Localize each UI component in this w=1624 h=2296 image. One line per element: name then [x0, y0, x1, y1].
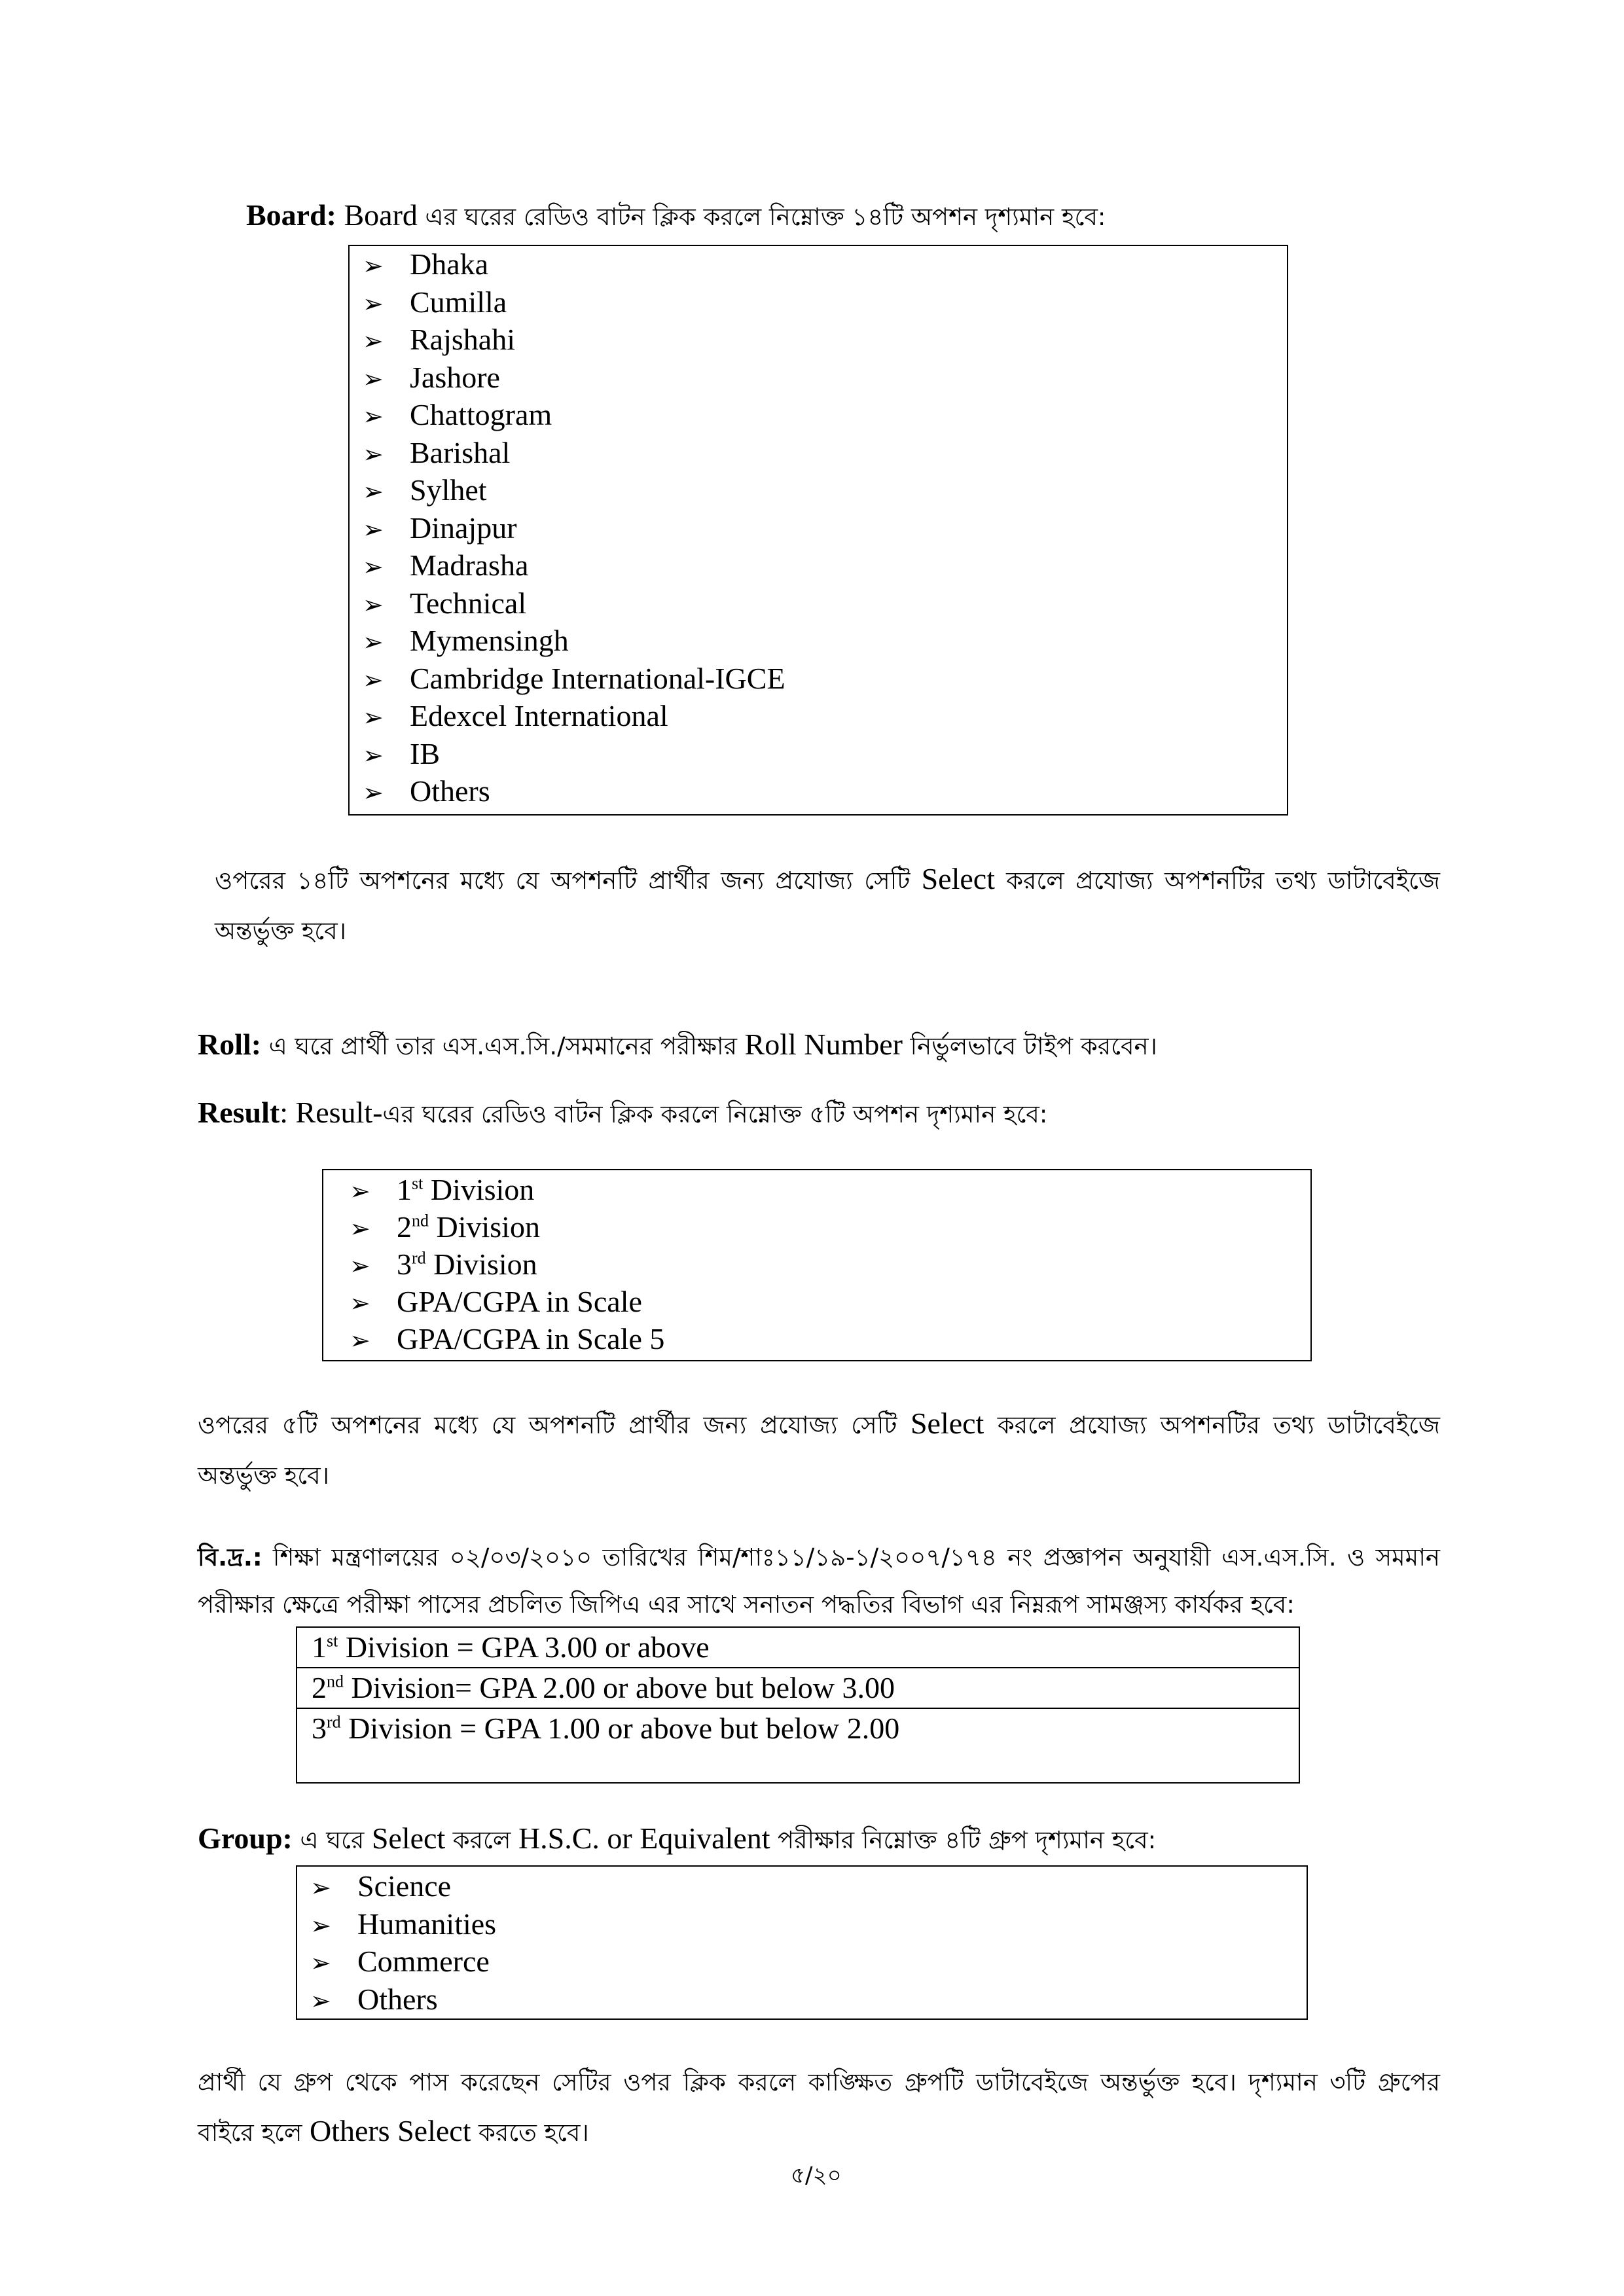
- arrow-bullet-icon: ➢: [363, 251, 384, 280]
- arrow-bullet-icon: ➢: [310, 1873, 331, 1902]
- arrow-bullet-icon: ➢: [350, 1177, 370, 1206]
- result-option-suffix: Division: [425, 1247, 537, 1281]
- list-item-label: Sylhet: [410, 473, 487, 507]
- board-note-part3: অন্তর্ভুক্ত হবে।: [215, 917, 346, 945]
- table-cell-division: 1: [312, 1630, 327, 1664]
- board-note-part2: করলে প্রযোজ্য অপশনটির তথ্য ডাটাবেইজে: [1006, 867, 1440, 895]
- group-label: Group:: [198, 1821, 293, 1855]
- list-item: [363, 284, 507, 322]
- board-intro-latin: Board: [344, 198, 418, 232]
- arrow-bullet-icon: ➢: [363, 628, 384, 656]
- arrow-bullet-icon: ➢: [363, 289, 384, 318]
- list-item: [363, 510, 517, 548]
- arrow-bullet-icon: ➢: [363, 665, 384, 694]
- result-option-main: 3: [397, 1247, 412, 1281]
- group-intro-latin2: H.S.C. or Equivalent: [518, 1821, 770, 1855]
- arrow-bullet-icon: ➢: [350, 1326, 370, 1355]
- list-item: [363, 698, 668, 736]
- group-intro-latin: Select: [371, 1821, 446, 1855]
- list-item-label: Cumilla: [410, 285, 507, 319]
- list-item: [363, 660, 785, 698]
- roll-text-part1: এ ঘরে প্রার্থী তার এস.এস.সি./সমমানের পরীক্ষার: [268, 1032, 738, 1060]
- result-note-part2: করলে প্রযোজ্য অপশনটির তথ্য ডাটাবেইজে: [997, 1411, 1441, 1439]
- table-cell-ordinal: rd: [327, 1712, 341, 1732]
- group-note-line2-bn: বাইরে হলে: [198, 2119, 302, 2147]
- board-note-part1: ওপরের ১৪টি অপশনের মধ্যে যে অপশনটি প্রার্থীর জন্য প্রযোজ্য সেটি: [215, 867, 911, 895]
- arrow-bullet-icon: ➢: [310, 1986, 331, 2015]
- list-item-label: Mymensingh: [410, 624, 569, 657]
- group-note-line2-bn2: করতে হবে।: [478, 2119, 589, 2147]
- table-row: [297, 1628, 1299, 1668]
- result-option: [350, 1246, 537, 1284]
- table-cell-division: 3: [312, 1712, 327, 1745]
- list-item-label: Jashore: [410, 360, 500, 394]
- result-intro-latin: : Result-: [280, 1096, 383, 1129]
- arrow-bullet-icon: ➢: [310, 1948, 331, 1977]
- result-option: [350, 1172, 534, 1210]
- result-option-label: [397, 1283, 642, 1320]
- list-item-label: Rajshahi: [410, 323, 515, 356]
- result-option: [350, 1283, 642, 1321]
- board-note: [215, 855, 1440, 956]
- list-item-label: Others: [410, 774, 490, 808]
- board-intro-bn: এর ঘরের রেডিও বাটন ক্লিক করলে নিম্নোক্ত ১৪টি অপশন দৃশ্যমান হবে:: [425, 203, 1106, 231]
- list-item: [363, 359, 500, 397]
- arrow-bullet-icon: ➢: [363, 740, 384, 770]
- equivalence-note: [198, 1532, 1440, 1626]
- table-cell-ordinal: nd: [327, 1672, 344, 1691]
- arrow-bullet-icon: ➢: [363, 552, 384, 581]
- arrow-bullet-icon: ➢: [363, 703, 384, 732]
- list-item-label: Science: [357, 1869, 452, 1903]
- table-cell-equivalence: Division = GPA 1.00 or above but below 2.00: [340, 1712, 900, 1745]
- result-options-box: [322, 1169, 1312, 1361]
- group-options-box: [296, 1865, 1308, 2020]
- group-note-line1: প্রার্থী যে গ্রুপ থেকে পাস করেছেন সেটির ওপর ক্লিক করলে কাঙ্ক্ষিত গ্রুপটি ডাটাবেইজে অন্তর্ভুক্ত হবে। দৃশ্যমান ৩টি গ্রুপের: [198, 2068, 1440, 2096]
- result-option-ordinal: st: [412, 1174, 424, 1193]
- result-option-label: [397, 1321, 664, 1357]
- result-option-main: 2: [397, 1210, 412, 1244]
- group-heading-line: [198, 1820, 1156, 1859]
- list-item: [310, 1981, 438, 2019]
- page-number: ৫/২০: [791, 2162, 842, 2189]
- result-label: Result: [198, 1096, 280, 1129]
- list-item-label: Commerce: [357, 1945, 490, 1978]
- table-cell-equivalence: Division = GPA 3.00 or above: [338, 1630, 710, 1664]
- note-label: বি.দ্র.:: [198, 1543, 262, 1571]
- result-intro-bn: এর ঘরের রেডিও বাটন ক্লিক করলে নিম্নোক্ত ৫টি অপশন দৃশ্যমান হবে:: [382, 1100, 1048, 1128]
- arrow-bullet-icon: ➢: [363, 590, 384, 619]
- table-row: [297, 1709, 1299, 1782]
- result-note-part3: অন্তর্ভুক্ত হবে।: [198, 1462, 329, 1490]
- result-option: [350, 1321, 664, 1359]
- list-item-label: Edexcel International: [410, 699, 668, 732]
- group-intro-bn3: পরীক্ষার নিম্নোক্ত ৪টি গ্রুপ দৃশ্যমান হবে:: [778, 1826, 1157, 1854]
- result-option-ordinal: rd: [412, 1248, 426, 1268]
- list-item-label: Technical: [410, 586, 527, 620]
- result-option-label: [397, 1172, 534, 1208]
- list-item: [310, 1868, 451, 1906]
- board-label: Board:: [246, 198, 336, 232]
- list-item: [363, 773, 490, 811]
- note-line2: পরীক্ষার ক্ষেত্রে পরীক্ষা পাসের প্রচলিত জিপিএ এর সাথে সনাতন পদ্ধতির বিভাগ এর নিম্নরূপ সামঞ্জস্য কার্যকর হবে:: [198, 1590, 1295, 1619]
- roll-label: Roll:: [198, 1028, 262, 1061]
- list-item-label: IB: [410, 736, 440, 770]
- result-option-main: 1: [397, 1173, 412, 1206]
- result-note-select: Select: [910, 1407, 984, 1440]
- equivalence-table: [296, 1626, 1300, 1784]
- list-item-label: Dhaka: [410, 247, 489, 281]
- list-item-label: Cambridge International-IGCE: [410, 661, 785, 695]
- list-item: [363, 472, 487, 510]
- list-item: [363, 321, 515, 359]
- roll-line: [198, 1026, 1157, 1066]
- table-cell-division: 2: [312, 1671, 327, 1704]
- arrow-bullet-icon: ➢: [363, 514, 384, 544]
- result-option-suffix: Division: [423, 1173, 535, 1206]
- arrow-bullet-icon: ➢: [350, 1214, 370, 1243]
- list-item: [363, 622, 569, 660]
- arrow-bullet-icon: ➢: [363, 327, 384, 355]
- group-intro-bn2: করলে: [452, 1826, 511, 1854]
- result-option-main: GPA/CGPA in Scale: [397, 1285, 642, 1318]
- result-note: [198, 1399, 1440, 1500]
- board-heading-line: [246, 196, 1106, 236]
- board-note-select: Select: [921, 862, 995, 895]
- arrow-bullet-icon: ➢: [363, 402, 384, 431]
- table-row: [297, 1668, 1299, 1709]
- table-cell-equivalence: Division= GPA 2.00 or above but below 3.00: [344, 1671, 895, 1704]
- list-item: [363, 547, 528, 585]
- group-intro-bn1: এ ঘরে: [300, 1826, 365, 1854]
- result-option-label: [397, 1246, 537, 1283]
- roll-text-part2: নির্ভুলভাবে টাইপ করবেন।: [910, 1032, 1157, 1060]
- group-note: [198, 2056, 1440, 2157]
- result-option-label: [397, 1209, 540, 1246]
- list-item-label: Madrasha: [410, 548, 529, 582]
- list-item-label: Dinajpur: [410, 511, 517, 545]
- arrow-bullet-icon: ➢: [363, 364, 384, 393]
- list-item: [363, 585, 526, 623]
- roll-text-latin: Roll Number: [744, 1028, 903, 1061]
- result-heading-line: [198, 1094, 1047, 1134]
- result-option: [350, 1209, 540, 1247]
- list-item: [310, 1906, 496, 1944]
- result-note-part1: ওপরের ৫টি অপশনের মধ্যে যে অপশনটি প্রার্থীর জন্য প্রযোজ্য সেটি: [198, 1411, 897, 1439]
- result-option-suffix: Division: [429, 1210, 540, 1244]
- table-cell-ordinal: st: [327, 1631, 338, 1651]
- arrow-bullet-icon: ➢: [310, 1910, 331, 1940]
- arrow-bullet-icon: ➢: [350, 1289, 370, 1318]
- result-option-ordinal: nd: [412, 1211, 429, 1230]
- list-item: [310, 1943, 490, 1981]
- list-item-label: Humanities: [357, 1907, 497, 1941]
- list-item: [363, 397, 552, 435]
- board-options-box: [348, 245, 1288, 816]
- list-item: [363, 435, 510, 473]
- list-item-label: Chattogram: [410, 398, 552, 431]
- list-item-label: Barishal: [410, 435, 511, 469]
- arrow-bullet-icon: ➢: [350, 1251, 370, 1280]
- note-line1: শিক্ষা মন্ত্রণালয়ের ০২/০৩/২০১০ তারিখের শিম/শাঃ১১/১৯-১/২০০৭/১৭৪ নং প্রজ্ঞাপন অনুযায়ী এস.এস.সি. ও সমমান: [272, 1543, 1441, 1571]
- list-item: [363, 246, 488, 284]
- list-item-label: Others: [357, 1982, 438, 2016]
- arrow-bullet-icon: ➢: [363, 439, 384, 469]
- arrow-bullet-icon: ➢: [363, 477, 384, 506]
- list-item: [363, 736, 440, 774]
- group-note-line2-latin: Others Select: [309, 2114, 471, 2147]
- result-option-main: GPA/CGPA in Scale 5: [397, 1322, 665, 1355]
- arrow-bullet-icon: ➢: [363, 778, 384, 807]
